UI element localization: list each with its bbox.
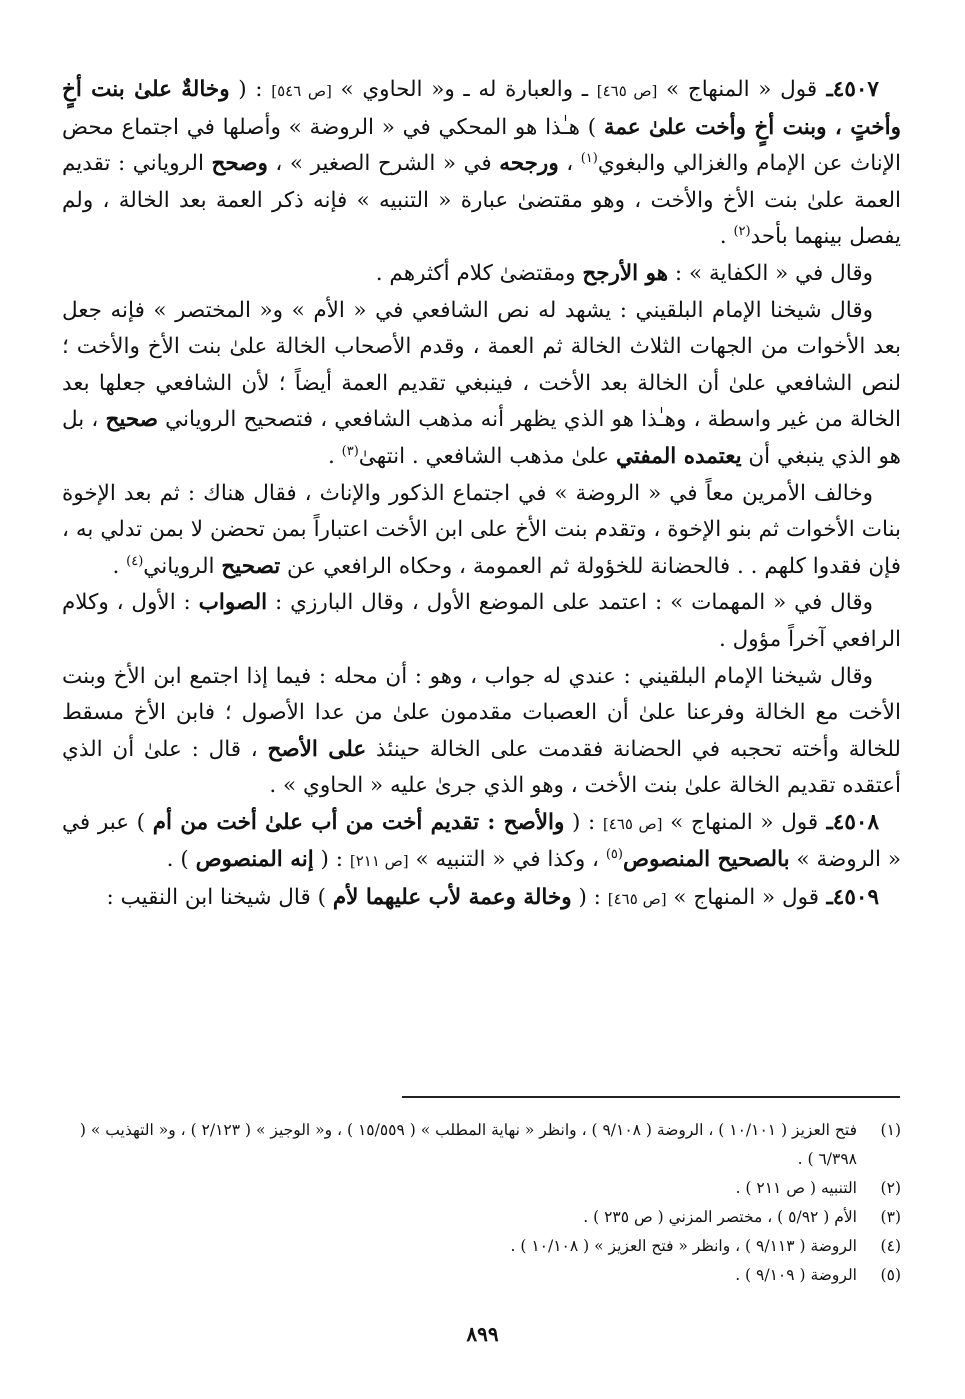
footnotes	[62, 1116, 901, 1290]
text-run: قول « المنهاج »	[662, 809, 819, 835]
bold-text-run: الصواب	[198, 590, 268, 616]
text-run: : (	[571, 885, 608, 911]
text-run: ، بل هو الذي ينبغي أن	[62, 407, 901, 469]
footnote-separator	[402, 1096, 900, 1098]
page-citation: [ص ٤٦٥]	[596, 82, 658, 100]
bold-text-run: وصحح	[211, 151, 268, 177]
footnote-number: (٤)	[880, 1237, 901, 1255]
text-run: علىٰ مذهب الشافعي . انتهىٰ	[358, 443, 617, 469]
page-citation: [ص ٤٦٥]	[602, 814, 663, 833]
footnote-number: (٣)	[880, 1208, 901, 1226]
footnote-text: فتح العزيز ( ١٠/١٠١ ) ، الروضة ( ٩/١٠٨ ) ، وانظر « نهاية المطلب » ( ١٥/٥٥٩ ) ، و« الوجيز » ( ٢/١٢٣ ) ، و« التهذيب » ( ٦/٣٩٨ ) .	[79, 1121, 857, 1168]
footnote-text: الروضة ( ٩/١١٣ ) ، وانظر « فتح العزيز » ( ١٠/١٠٨ ) .	[510, 1237, 857, 1255]
bold-text-run: ٤٥٠٧ـ	[817, 77, 879, 102]
footnote-number: (٥)	[880, 1266, 901, 1284]
page-citation: [ص ٢١١]	[349, 852, 409, 871]
text-run: الروياني	[143, 553, 222, 579]
text-run: في « الشرح الصغير » ،	[267, 151, 500, 177]
paragraph	[62, 659, 901, 805]
page-citation: [ص ٤٦٥]	[607, 890, 667, 909]
text-run: ومقتضىٰ كلام أكثرهم .	[375, 260, 583, 286]
text-run: ، قال : علىٰ أن الذي أعتقده تقديم الخالة علىٰ بنت الأخت ، وهو الذي جرىٰ عليه « الحاوي » .	[62, 736, 901, 799]
bold-text-run: إنه المنصوص	[195, 847, 314, 873]
bold-text-run: تصحيح	[221, 553, 281, 579]
footnote-number: (٢)	[880, 1179, 901, 1197]
footnote-text: التنبيه ( ص ٢١١ ) .	[735, 1179, 857, 1197]
footnote	[62, 1174, 901, 1203]
text-run: ) .	[166, 847, 196, 873]
footnote-text: الأم ( ٥/٩٢ ) ، مختصر المزني ( ص ٢٣٥ ) .	[583, 1208, 857, 1226]
paragraph	[62, 805, 901, 880]
text-run: الروياني : تقديم العمة علىٰ بنت الأخ والأخت ، وهو مقتضىٰ عبارة « التنبيه » فإنه ذكر العمة بعد الخالة ، ولم يفصل بينهما بأحد	[62, 151, 901, 250]
bold-text-run: والأصح : تقديم أخت من أب علىٰ أخت من أم	[152, 809, 565, 835]
text-run: .	[719, 224, 734, 250]
text-run: : الأول ، وكلام الرافعي آخراً مؤول .	[62, 590, 901, 652]
text-run: ـ والعبارة له ـ و« الحاوي »	[331, 77, 597, 102]
bold-text-run: على الأصح	[267, 736, 367, 762]
text-run: : (	[564, 809, 603, 835]
bold-text-run: وخالة وعمة لأب عليهما لأم	[332, 885, 572, 911]
paragraph	[62, 585, 901, 658]
footnote-text: الروضة ( ٩/١٠٩ ) .	[735, 1266, 857, 1284]
bold-text-run: ورجحه	[499, 151, 559, 177]
text-run: .	[327, 443, 342, 469]
footnote-number: (١)	[880, 1121, 901, 1139]
main-text	[62, 72, 901, 918]
paragraph	[62, 476, 901, 586]
page-citation: [ص ٥٤٦]	[271, 82, 332, 100]
footnote-ref[interactable]: (٣)	[341, 443, 359, 459]
paragraph	[62, 293, 901, 476]
page-number: ٨٩٩	[466, 1322, 499, 1346]
text-run: : (	[313, 847, 350, 873]
footnote	[62, 1261, 901, 1290]
text-run: وقال في « الكفاية » :	[668, 260, 873, 286]
text-run: وقال شيخنا الإمام البلقيني : عندي له جواب ، وهو : أن محله : فيما إذا اجتمع ابن الأخ وبنت الأخت مع الخالة وفرعنا علىٰ أن العصبات مقدمون علىٰ من عدا الأصول ؛ فابن الأخ مسقط للخالة وأخته تحجبه في الحضانة فقدمت على الخالة حينئذ	[62, 663, 901, 762]
bold-text-run: صحيح	[105, 407, 158, 433]
text-run: وخالف الأمرين معاً في « الروضة » في اجتماع الذكور والإناث ، فقال هناك : ثم بعد الإخوة بنات الأخوات ثم بنو الإخوة ، وتقدم بنت الأخ على ابن الأخت اعتباراً بمن تحضن لا بمن تدلي به ، فإن فقدوا كلهم . . فالحضانة للخؤولة ثم العمومة ، وحكاه الرافعي عن	[62, 480, 901, 579]
text-run: قول « المنهاج »	[657, 77, 818, 102]
text-run: ) عبر في « الروضة »	[62, 809, 901, 873]
text-run: : (	[229, 77, 272, 102]
bold-text-run: هو الأرجح	[582, 260, 669, 286]
bold-text-run: يعتمده المفتي	[616, 443, 742, 469]
paragraph	[62, 72, 901, 256]
footnote-ref[interactable]: (٥)	[605, 847, 623, 863]
bold-text-run: ٤٥٠٩ـ	[819, 885, 879, 911]
bold-text-run: وخالةٌ علىٰ بنت أخٍ وأختٍ ، وبنت أخٍ وأخت علىٰ عمة	[62, 77, 901, 140]
footnote	[62, 1232, 901, 1261]
footnote-ref[interactable]: (٤)	[126, 553, 144, 569]
paragraph	[62, 256, 901, 293]
footnote	[62, 1203, 901, 1232]
text-run: قول « المنهاج »	[666, 885, 819, 911]
bold-text-run: بالصحيح المنصوص	[622, 847, 790, 873]
text-run: ) قال شيخنا ابن النقيب :	[106, 885, 333, 911]
footnote-ref[interactable]: (٢)	[733, 224, 751, 240]
text-run: وقال شيخنا الإمام البلقيني : يشهد له نص الشافعي في « الأم » و« المختصر » فإنه جعل بعد الأخوات من الجهات الثلاث الخالة ثم العمة ، وقدم الأصحاب الخالة علىٰ بنت الأخ والأخت ؛ لنص الشافعي علىٰ أن الخالة بعد الأخت ، فينبغي تقديم العمة أيضاً ؛ لأن الشافعي جعلها بعد الخالة من غير واسطة ، وهـٰذا هو الذي يظهر أنه مذهب الشافعي ، فتصحيح الروياني	[62, 297, 901, 433]
bold-text-run: ٤٥٠٨ـ	[818, 809, 879, 835]
footnote-ref[interactable]: (١)	[580, 151, 598, 167]
text-run: .	[112, 553, 127, 579]
text-run: وقال في « المهمات » : اعتمد على الموضع الأول ، وقال البارزي :	[267, 590, 873, 616]
footnote	[62, 1116, 901, 1174]
paragraph	[62, 880, 901, 918]
text-run: ، وكذا في « التنبيه »	[408, 847, 606, 873]
text-run: ،	[558, 151, 581, 177]
text-run: ) هـٰذا هو المحكي في « الروضة » وأصلها في اجتماع محض الإناث عن الإمام والغزالي والبغوي	[62, 114, 901, 177]
